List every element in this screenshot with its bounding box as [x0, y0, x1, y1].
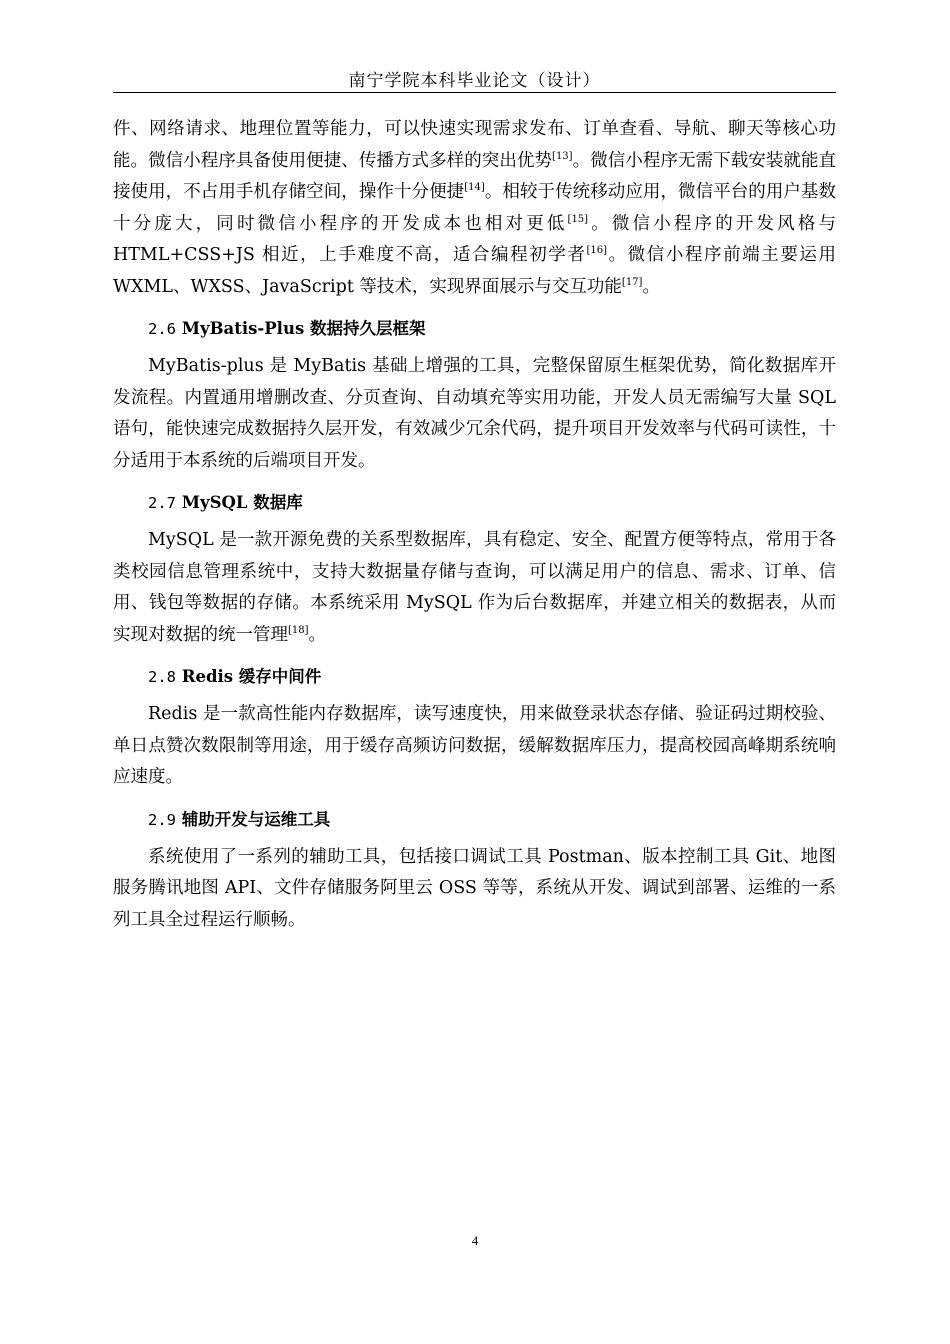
- running-header: 南宁学院本科毕业论文（设计）: [348, 71, 601, 91]
- citation-15: [15]: [567, 213, 589, 225]
- citation-16: [16]: [586, 245, 607, 256]
- section-number: 2.8: [148, 668, 176, 686]
- section-heading-2-9: [113, 804, 836, 836]
- section-title: MySQL 数据库: [181, 493, 303, 512]
- citation-18: [18]: [288, 624, 309, 636]
- intro-text-2: 。微信小程序无需下载安装就能直接使用，不占用手机存储空间，操作十分便捷: [113, 150, 837, 202]
- section-body-tail: 。: [308, 624, 327, 645]
- intro-paragraph: [113, 114, 836, 303]
- section-heading-2-8: [113, 661, 836, 693]
- page-number: 4: [471, 1233, 479, 1248]
- section-heading-2-6: [113, 313, 836, 345]
- intro-text-3: 。相较于传统移动应用，微信平台的用户基数十分庞大，同时微信小程序的开发成本也相对更低: [113, 182, 836, 234]
- section-body-2-6: MyBatis-plus 是 MyBatis 基础上增强的工具，完整保留原生框架优势，简化数据库开发流程。内置通用增删改查、分页查询、自动填充等实用功能，开发人员无需编写大量 SQL 语句，能快速完成数据持久层开发，有效减少冗余代码，提升项目开发效率与代码可读性，十分适用于本系统的后端项目开发。: [113, 356, 836, 471]
- section-body-2-7: [113, 525, 836, 651]
- section-title: 辅助开发与运维工具: [181, 809, 331, 829]
- page-content: [113, 114, 836, 936]
- header-rule: [113, 92, 836, 93]
- section-title: MyBatis-Plus 数据持久层框架: [181, 319, 426, 338]
- section-title: Redis 缓存中间件: [181, 667, 322, 686]
- section-number: 2.6: [148, 320, 176, 338]
- citation-14: [14]: [464, 182, 485, 193]
- citation-13: [13]: [552, 150, 573, 162]
- section-body-2-8: Redis 是一款高性能内存数据库，读写速度快，用来做登录状态存储、验证码过期校验、单日点赞次数限制等用途，用于缓存高频访问数据，缓解数据库压力，提高校园高峰期系统响应速度。: [113, 704, 836, 787]
- section-number: 2.7: [148, 494, 176, 512]
- section-body-text: MySQL 是一款开源免费的关系型数据库，具有稳定、安全、配置方便等特点，常用于各类校园信息管理系统中，支持大数据量存储与查询，可以满足用户的信息、需求、订单、信用、钱包等数据的存储。本系统采用 MySQL 作为后台数据库，并建立相关的数据表，从而实现对数据的统一管理: [113, 530, 836, 645]
- section-body-2-9: 系统使用了一系列的辅助工具，包括接口调试工具 Postman、版本控制工具 Git、地图服务腾讯地图 API、文件存储服务阿里云 OSS 等等，系统从开发、调试到部署、运维的一系列工具全过程运行顺畅。: [113, 846, 836, 930]
- intro-text-5: 。微信小程序前端主要运用 WXML、WXSS、JavaScript 等技术，实现界面展示与交互功能: [113, 245, 836, 297]
- intro-text-6: 。: [642, 276, 660, 297]
- intro-text-4: 。微信小程序的开发风格与 HTML+CSS+JS 相近，上手难度不高，适合编程初学者: [113, 213, 837, 265]
- citation-17: [17]: [621, 276, 643, 288]
- section-heading-2-7: [113, 487, 836, 519]
- intro-text-1: 件、网络请求、地理位置等能力，可以快速实现需求发布、订单查看、导航、聊天等核心功能。微信小程序具备使用便捷、传播方式多样的突出优势: [113, 119, 836, 171]
- section-number: 2.9: [148, 810, 176, 829]
